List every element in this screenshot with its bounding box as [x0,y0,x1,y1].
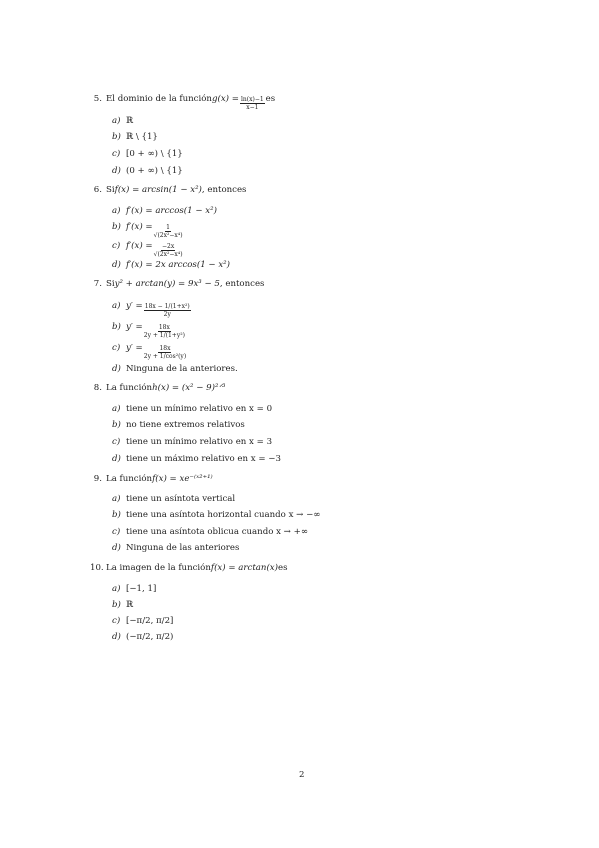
question-stem [90,94,510,111]
fraction-denominator: 2y + 1/(1+y²) [143,332,185,339]
option-label: b) [112,600,121,610]
option-text: [−1, 1] [126,584,157,594]
option-label: a) [112,404,121,414]
option-d [112,543,239,553]
option-d [112,454,281,464]
option-fraction [154,243,183,258]
option-c [112,437,272,447]
option-b [112,322,186,339]
stem-suffix: es [278,563,288,573]
stem-text: La imagen de la función [106,563,211,573]
fraction-numerator: −2x [161,243,175,250]
option-text: f′(x) = 2x arccos(1 − x²) [126,260,230,270]
option-label: d) [112,166,121,176]
option-math: f′(x) = [126,241,153,251]
option-label: b) [112,132,121,142]
option-label: a) [112,301,121,311]
option-text: tiene un mínimo relativo en x = 0 [126,404,273,414]
option-text: f′(x) = arccos(1 − x²) [126,206,217,216]
stem-text: La función [106,474,153,484]
option-text: tiene una asíntota horizontal cuando x → −∞ [126,510,321,520]
option-text: [0 + ∞) \ {1} [126,149,183,159]
option-fraction [144,303,191,318]
question-number: 7. [93,279,102,289]
option-fraction [154,224,183,239]
stem-suffix: , entonces [219,279,265,289]
option-label: c) [112,343,121,353]
page-number: 2 [299,770,305,780]
stem-text: El dominio de la función [106,94,212,104]
option-c [112,149,183,159]
fraction-numerator: 18x [158,324,170,331]
stem-math: f(x) = xe⁻⁽ˣ²⁺¹⁾ [152,474,213,484]
option-label: c) [112,149,121,159]
question-stem [90,185,510,195]
option-a [112,584,156,594]
option-math: y′ = [126,301,143,311]
question-5 [90,94,510,111]
option-text: (−π/2, π/2) [126,632,174,642]
stem-fraction [240,96,265,111]
option-math: f′(x) = [126,222,153,232]
question-number: 9. [93,474,102,484]
option-text: no tiene extremos relativos [126,420,245,430]
fraction-denominator: 2y [163,311,171,318]
fraction-numerator: 18x [159,345,171,352]
option-a [112,404,272,414]
option-label: d) [112,632,121,642]
option-label: c) [112,437,121,447]
option-label: b) [112,510,121,520]
fraction-denominator: √(2x²−x⁴) [153,251,183,258]
question-number: 8. [93,383,102,393]
option-label: d) [112,260,121,270]
option-a [112,206,217,216]
option-label: c) [112,616,121,626]
stem-math: g(x) = [211,94,239,104]
option-c [112,527,308,537]
option-text: tiene un asíntota vertical [126,494,236,504]
fraction-numerator: 18x − 1/(1+x²) [144,303,190,310]
option-text: tiene una asíntota oblicua cuando x → +∞ [126,527,308,537]
question-stem [90,279,510,289]
stem-suffix: es [265,94,276,104]
option-label: c) [112,241,121,251]
option-text: ℝ [126,600,134,610]
option-label: a) [112,206,121,216]
stem-math: h(x) = (x² − 9)²ᐟ³ [152,383,226,393]
question-9 [90,474,510,484]
option-c [112,241,184,258]
question-stem [90,383,510,393]
option-text: (0 + ∞) \ {1} [126,166,183,176]
option-label: d) [112,454,121,464]
fraction-numerator: 1 [166,224,170,231]
option-a [112,494,235,504]
option-label: c) [112,527,121,537]
option-b [112,132,158,142]
stem-text: Si [106,185,115,195]
option-text: tiene un máximo relativo en x = −3 [126,454,281,464]
option-d [112,364,238,374]
option-b [112,222,184,239]
stem-text: Si [106,279,115,289]
option-fraction [144,345,186,360]
fraction-numerator: ln(x)−1 [240,96,264,103]
option-label: a) [112,116,121,126]
option-text: Ninguna de las anteriores [126,543,240,553]
option-label: b) [112,222,121,232]
option-label: d) [112,543,121,553]
stem-math: f(x) = arctan(x) [210,563,278,573]
option-c [112,616,173,626]
option-math: y′ = [126,322,143,332]
fraction-denominator: √(2x²−x⁴) [153,232,183,239]
stem-suffix: , entonces [201,185,247,195]
option-a [112,116,133,126]
question-stem [90,563,510,573]
option-text: Ninguna de la anteriores. [126,364,238,374]
option-label: b) [112,322,121,332]
question-number: 5. [93,94,102,104]
option-text: tiene un mínimo relativo en x = 3 [126,437,273,447]
stem-math: f(x) = arcsin(1 − x²) [114,185,202,195]
option-d [112,632,173,642]
option-label: d) [112,364,121,374]
option-label: b) [112,420,121,430]
option-label: a) [112,584,121,594]
option-label: a) [112,494,121,504]
option-b [112,420,245,430]
option-d [112,166,183,176]
option-b [112,510,320,520]
option-b [112,600,133,610]
option-fraction [144,324,185,339]
option-a [112,301,192,318]
stem-text: La función [106,383,153,393]
question-10 [90,563,510,573]
fraction-denominator: 2y + 1/cos²(y) [143,353,187,360]
stem-math: y² + arctan(y) = 9x³ − 5 [114,279,220,289]
option-text: ℝ \ {1} [126,132,158,142]
question-8 [90,383,510,393]
question-stem [90,474,510,484]
option-d [112,260,230,270]
fraction-denominator: x−1 [246,104,259,111]
question-number: 10. [90,563,104,573]
option-math: y′ = [126,343,143,353]
option-c [112,343,187,360]
option-text: ℝ [126,116,134,126]
question-number: 6. [93,185,102,195]
question-6 [90,185,510,195]
question-7 [90,279,510,289]
option-text: [−π/2, π/2] [126,616,174,626]
